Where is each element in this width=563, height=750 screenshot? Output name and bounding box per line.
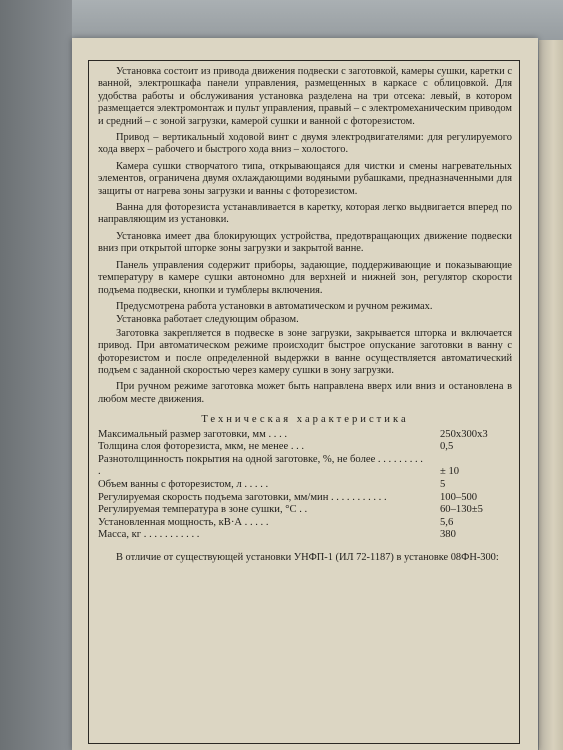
spec-value: 250х300х3	[440, 428, 488, 440]
spec-row	[98, 517, 512, 530]
spec-value: 5,6	[440, 516, 454, 528]
spec-row	[98, 479, 512, 492]
adjacent-page-edge	[539, 40, 563, 750]
paragraph-modes: Предусмотрена работа установки в автоматическом и ручном режимах.	[116, 300, 433, 312]
spec-value: 100–500	[440, 491, 478, 503]
spec-row	[98, 492, 512, 505]
paragraph-drying-chamber: Камера сушки створчатого типа, открывающаяся для чистки и смены нагревательных элементов, ограничена двумя охлаждающими водяными рубашками, предназначенными для защиты от нагрева зоны загрузки и ванны с фоторезистом.	[98, 160, 512, 197]
paragraph-structure: Установка состоит из привода движения подвески с заготовкой, камеры сушки, каретки с ванной, электрошкафа панели управления, размещенных в каркасе с облицовкой. Для удобства работы и обслуживания установка разделена на три отсека: левый, в котором размещается электромонтаж и пульт управления, правый – с электромеханическим приводом и средний – с зоной загрузки, камерой сушки и ванной с фоторезистом.	[98, 66, 512, 127]
spec-section-title: Техническая характеристика	[201, 414, 409, 426]
paragraph-interlocks: Установка имеет два блокирующих устройства, предотвращающих движение подвески вниз при открытой шторке зоны загрузки и закрытой ванне.	[98, 230, 512, 255]
spec-name: Толщина слоя фоторезиста, мкм, не менее . . .	[98, 441, 305, 453]
spec-name: Объем ванны с фоторезистом, л . . . . .	[98, 478, 269, 490]
spec-name: Установленная мощность, кВ·А . . . . .	[98, 516, 269, 528]
spec-row	[98, 504, 512, 517]
paragraph-bath: Ванна для фоторезиста устанавливается в каретку, которая легко выдвигается вперед по направляющим из установки.	[98, 202, 512, 226]
paragraph-drive: Привод – вертикальный ходовой винт с двумя электродвигателями: для регулируемого хода вверх – рабочего и быстрого хода вниз – холостого.	[98, 132, 512, 156]
spec-row	[98, 454, 512, 479]
spec-row	[98, 441, 512, 454]
document-page	[72, 38, 538, 750]
spec-value: 5	[440, 478, 446, 490]
spec-name: Разнотолщинность покрытия на одной заготовке, %, не более . . . . . . . . . .	[98, 453, 423, 478]
background-left	[0, 0, 72, 750]
paragraph-manual-mode: При ручном режиме заготовка может быть направлена вверх или вниз и остановлена в любом месте движения.	[98, 381, 512, 405]
spec-row	[98, 429, 512, 442]
paragraph-control-panel: Панель управления содержит приборы, задающие, поддерживающие и показывающие температуру в камере сушки автономно для верхней и нижней зон, регулятор скорости подъема подвески, кнопки и тумблеры включения.	[98, 259, 512, 296]
spec-row	[98, 529, 512, 542]
spec-table	[98, 429, 512, 542]
spec-value: 0,5	[440, 441, 454, 453]
spec-value: 380	[440, 529, 456, 541]
spec-name: Регулируемая скорость подъема заготовки, мм/мин . . . . . . . . . . .	[98, 491, 387, 503]
paragraph-operation-intro: Установка работает следующим образом.	[116, 314, 299, 326]
spec-name: Регулируемая температура в зоне сушки, °C . .	[98, 504, 308, 516]
spec-name: Масса, кг . . . . . . . . . . .	[98, 529, 200, 541]
spec-value: 60–130±5	[440, 504, 483, 516]
paragraph-differences: В отличие от существующей установки УНФП-1 (ИЛ 72-1187) в установке 08ФН-300:	[116, 551, 499, 563]
spec-name: Максимальный размер заготовки, мм . . . .	[98, 428, 288, 440]
spec-value: ± 10	[440, 466, 460, 478]
paragraph-automatic-mode: Заготовка закрепляется в подвеске в зоне загрузки, закрывается шторка и включается привод. При автоматическом режиме происходит быстрое опускание заготовки в ванну с фоторезистом и после определенной выдержки в ванне осуществляется автоматический подъем с заданной скоростью через камеру сушки в зону загрузки.	[98, 327, 512, 376]
page-content	[98, 66, 512, 568]
